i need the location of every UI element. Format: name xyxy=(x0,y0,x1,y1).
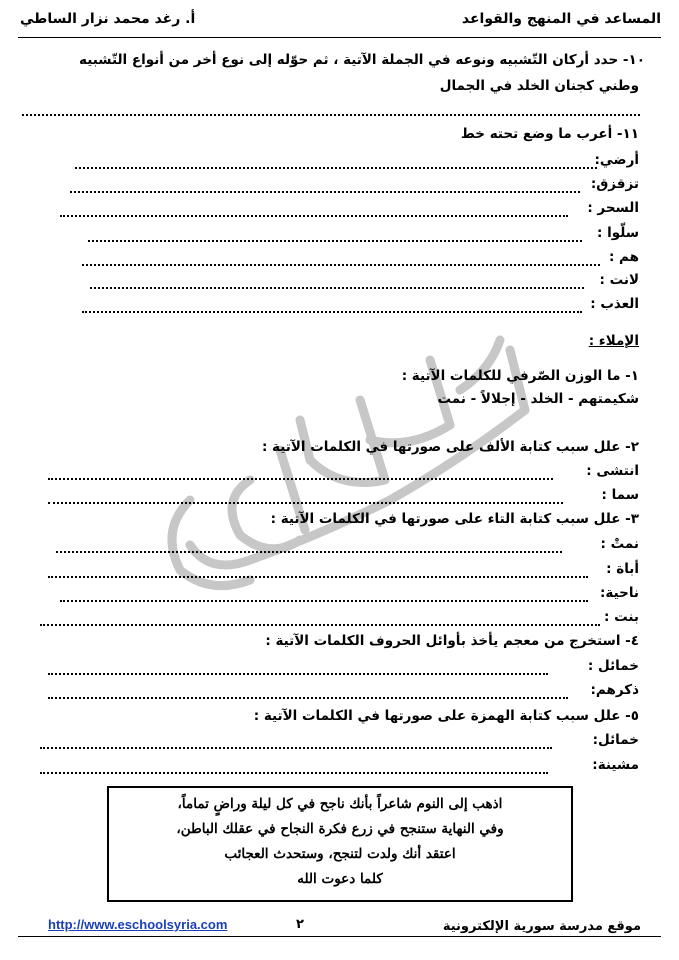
answer-line xyxy=(40,772,548,774)
answer-line xyxy=(40,747,552,749)
imlaa-heading: الإملاء : xyxy=(588,333,639,349)
answer-line xyxy=(82,264,600,266)
q10-line1: ١٠- حدد أركان التّشبيه ونوعه في الجملة الآتية ، ثم حوّله إلى نوع أخر من أنواع التّشبيه xyxy=(79,52,645,68)
quote-line: اذهب إلى النوم شاعراً بأنك ناجح في كل ليلة وراضٍ تماماً، xyxy=(177,796,503,812)
imlaa-q3-title: ٣- علل سبب كتابة التاء على صورتها في الكلمات الآتية : xyxy=(270,511,639,527)
answer-line xyxy=(60,215,568,217)
imlaa-q2-item: انتشى : xyxy=(586,463,639,479)
imlaa-q1-words: شكيمتهم - الخلد - إجلالاً - نمت xyxy=(437,391,639,407)
q11-item: أرضي: xyxy=(594,152,639,168)
answer-line xyxy=(22,114,640,116)
footer-site-name: موقع مدرسة سورية الإلكترونية xyxy=(442,919,641,934)
quote-line: اعتقد أنك ولدت لتنجح، وستحدث العجائب xyxy=(224,846,456,862)
imlaa-q4-title: ٤- استخرج من معجم يأخذ بأوائل الحروف الكلمات الآتية : xyxy=(265,633,639,649)
q11-item: السحر : xyxy=(587,200,639,216)
header-rule xyxy=(18,37,661,38)
answer-line xyxy=(60,600,588,602)
answer-line xyxy=(82,311,582,313)
q11-item: العذب : xyxy=(590,296,639,312)
q11-item: لانت : xyxy=(599,272,639,288)
imlaa-q3-item: ناحية: xyxy=(600,585,639,601)
imlaa-q2-title: ٢- علل سبب كتابة الألف على صورتها في الكلمات الآتية : xyxy=(261,439,639,455)
imlaa-q5-title: ٥- علل سبب كتابة الهمزة على صورتها في الكلمات الآتية : xyxy=(253,708,639,724)
imlaa-q2-item: سما : xyxy=(601,487,639,503)
answer-line xyxy=(70,191,580,193)
footer-url-link[interactable]: http://www.eschoolsyria.com xyxy=(48,917,228,932)
q11-title: ١١- أعرب ما وضع تحته خط xyxy=(460,126,639,142)
page-number: ٢ xyxy=(296,917,304,932)
footer-rule xyxy=(18,936,661,937)
imlaa-q3-item: بنت : xyxy=(604,609,639,625)
imlaa-q3-item: أباة : xyxy=(606,561,639,577)
answer-line xyxy=(56,551,562,553)
imlaa-q5-item: مشينة: xyxy=(592,757,639,773)
header-title: المساعد في المنهج والقواعد xyxy=(461,11,661,27)
imlaa-q4-item: خمائل : xyxy=(587,658,639,674)
header-author: أ. رغد محمد نزار الساطي xyxy=(20,11,196,27)
quote-line: كلما دعوت الله xyxy=(297,871,383,887)
answer-line xyxy=(48,478,553,480)
q11-item: سلّوا : xyxy=(597,225,639,241)
answer-line xyxy=(48,697,568,699)
answer-line xyxy=(48,576,588,578)
imlaa-q4-item: ذكرهم: xyxy=(590,682,639,698)
q11-item: هم : xyxy=(608,249,639,265)
answer-line xyxy=(90,287,584,289)
imlaa-q3-item: نمتْ : xyxy=(600,536,639,552)
answer-line xyxy=(48,502,563,504)
motivational-quote-box xyxy=(107,786,573,902)
imlaa-q5-item: خمائل: xyxy=(592,732,639,748)
imlaa-q1-title: ١- ما الوزن الصّرفي للكلمات الآتية : xyxy=(401,368,639,384)
q11-item: تزقزق: xyxy=(590,176,639,192)
answer-line xyxy=(48,673,548,675)
answer-line xyxy=(40,624,600,626)
answer-line xyxy=(75,167,597,169)
q10-line2: وطني كجنان الخلد في الجمال xyxy=(439,78,639,94)
answer-line xyxy=(88,240,582,242)
quote-line: وفي النهاية ستنجح في زرع فكرة النجاح في عقلك الباطن، xyxy=(176,821,504,837)
